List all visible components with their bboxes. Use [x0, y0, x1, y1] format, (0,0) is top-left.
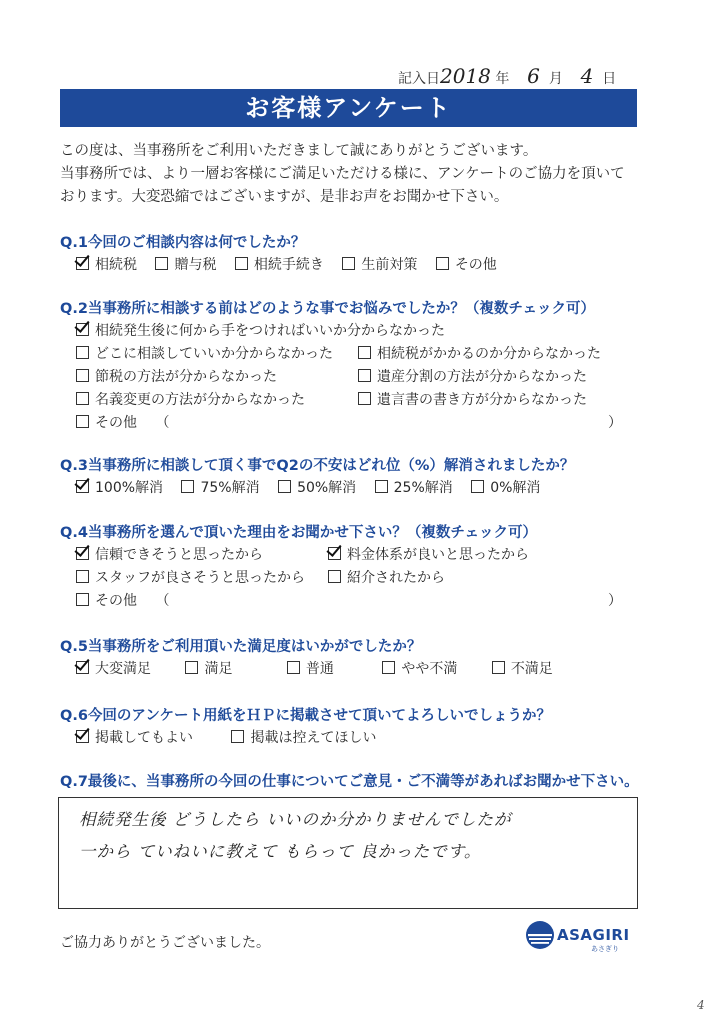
question-2-option-row	[60, 389, 660, 412]
question-1-title: Q.1今回のご相談内容は何でしたか？	[60, 235, 306, 251]
checkbox[interactable]	[231, 730, 244, 743]
checkbox[interactable]	[76, 593, 89, 606]
option-tax-saving[interactable]: 節税の方法が分からなかった	[76, 366, 277, 389]
option-referral[interactable]: 紹介されたから	[328, 567, 445, 590]
checkbox[interactable]	[76, 480, 89, 493]
question-1	[60, 232, 660, 277]
question-6	[60, 705, 660, 750]
question-7	[60, 771, 660, 793]
checkbox[interactable]	[382, 661, 395, 674]
handwritten-comment-line: 一から ていねいに教えて もらって 良かったです。	[79, 842, 482, 861]
checkbox[interactable]	[342, 257, 355, 270]
comment-box[interactable]	[58, 797, 638, 909]
option-inheritance-procedure[interactable]: 相続手続き	[235, 254, 324, 277]
checkbox[interactable]	[76, 392, 89, 405]
intro-line: この度は、当事務所をご利用いただきまして誠にありがとうございます。	[60, 143, 538, 159]
option-gift-tax[interactable]: 贈与税	[155, 254, 216, 277]
question-7-title: Q.7最後に、当事務所の今回の仕事についてご意見・ご不満等があればお聞かせ下さい。	[60, 774, 639, 790]
question-5-title: Q.5当事務所をご利用頂いた満足度はいかがでしたか？	[60, 639, 422, 655]
option-other[interactable]: その他	[76, 412, 137, 435]
option-where-to-consult[interactable]: どこに相談していいか分からなかった	[76, 343, 333, 366]
option-good-staff[interactable]: スタッフが良さそうと思ったから	[76, 567, 305, 590]
checkbox[interactable]	[76, 257, 89, 270]
date-month-unit: 月	[548, 71, 563, 87]
option-somewhat-dissatisfied[interactable]: やや不満	[382, 658, 457, 681]
page-number: 4	[697, 998, 705, 1012]
date-day-unit: 日	[602, 71, 617, 87]
question-4-option-row	[60, 567, 660, 590]
option-very-satisfied[interactable]: 大変満足	[76, 658, 151, 681]
option-tax-applicable[interactable]: 相続税がかかるのか分からなかった	[358, 343, 601, 366]
option-estate-division[interactable]: 遺産分割の方法が分からなかった	[358, 366, 587, 389]
option-50-percent[interactable]: 50%解消	[278, 477, 356, 500]
checkbox[interactable]	[375, 480, 388, 493]
date-prefix: 記入日	[398, 71, 440, 87]
option-neutral[interactable]: 普通	[287, 658, 334, 681]
checkbox[interactable]	[328, 570, 341, 583]
checkbox[interactable]	[76, 415, 89, 428]
checkbox[interactable]	[185, 661, 198, 674]
question-5	[60, 636, 660, 681]
option-satisfied[interactable]: 満足	[185, 658, 232, 681]
logo-name: ASAGIRI	[557, 926, 630, 944]
date-month-handwritten: 6	[527, 64, 540, 88]
thanks-text: ご協力ありがとうございました。	[60, 935, 270, 951]
checkbox[interactable]	[235, 257, 248, 270]
question-6-options	[60, 727, 660, 750]
option-good-pricing[interactable]: 料金体系が良いと思ったから	[328, 544, 529, 567]
option-trustworthy[interactable]: 信頼できそうと思ったから	[76, 544, 263, 567]
question-2-option-row	[60, 320, 660, 343]
checkbox[interactable]	[358, 369, 371, 382]
question-1-options	[60, 254, 660, 277]
checkbox[interactable]	[436, 257, 449, 270]
question-6-title: Q.6今回のアンケート用紙をＨＰに掲載させて頂いてよろしいでしょうか？	[60, 708, 552, 724]
asagiri-logo-icon	[525, 920, 555, 950]
option-name-change[interactable]: 名義変更の方法が分からなかった	[76, 389, 305, 412]
checkbox[interactable]	[155, 257, 168, 270]
checkbox[interactable]	[287, 661, 300, 674]
checkbox[interactable]	[76, 346, 89, 359]
question-2-option-row	[60, 343, 660, 366]
checkbox[interactable]	[76, 661, 89, 674]
option-0-percent[interactable]: 0%解消	[471, 477, 540, 500]
entry-date	[398, 64, 616, 88]
page-title: お客様アンケート	[60, 89, 637, 127]
checkbox[interactable]	[76, 570, 89, 583]
question-4-title: Q.4当事務所を選んで頂いた理由をお聞かせ下さい？（複数チェック可）	[60, 525, 537, 541]
question-3-title: Q.3当事務所に相談して頂く事でQ2の不安はどれ位（%）解消されましたか？	[60, 458, 575, 474]
question-3-options	[60, 477, 660, 500]
checkbox[interactable]	[492, 661, 505, 674]
checkbox[interactable]	[358, 346, 371, 359]
question-4	[60, 522, 660, 613]
question-2-option-row	[60, 366, 660, 389]
logo-subtext: あさぎり	[591, 945, 619, 953]
checkbox[interactable]	[76, 323, 89, 336]
option-estate-planning[interactable]: 生前対策	[342, 254, 417, 277]
intro-text	[60, 140, 640, 209]
handwritten-comment-line: 相続発生後 どうしたら いいのか分かりませんでしたが	[79, 810, 512, 829]
option-25-percent[interactable]: 25%解消	[375, 477, 453, 500]
option-75-percent[interactable]: 75%解消	[181, 477, 259, 500]
checkbox[interactable]	[181, 480, 194, 493]
option-other[interactable]: その他	[76, 590, 137, 613]
option-may-publish[interactable]: 掲載してもよい	[76, 727, 193, 750]
option-do-not-publish[interactable]: 掲載は控えてほしい	[231, 727, 376, 750]
option-what-to-do-first[interactable]: 相続発生後に何から手をつければいいか分からなかった	[76, 320, 445, 343]
other-paren-close: ）	[608, 415, 622, 431]
other-paren-close: ）	[608, 593, 622, 609]
option-dissatisfied[interactable]: 不満足	[492, 658, 553, 681]
checkbox[interactable]	[328, 547, 341, 560]
question-2	[60, 298, 660, 435]
question-4-option-row	[60, 544, 660, 567]
intro-line: おります。大変恐縮ではございますが、是非お声をお聞かせ下さい。	[60, 189, 509, 205]
other-paren-open: （	[155, 415, 170, 431]
intro-line: 当事務所では、より一層お客様にご満足いただける様に、アンケートのご協力を頂いて	[60, 166, 625, 182]
date-year-handwritten: 2018	[440, 64, 491, 88]
checkbox[interactable]	[471, 480, 484, 493]
checkbox[interactable]	[76, 369, 89, 382]
checkbox[interactable]	[76, 730, 89, 743]
checkbox[interactable]	[76, 547, 89, 560]
question-2-title: Q.2当事務所に相談する前はどのような事でお悩みでしたか？（複数チェック可）	[60, 301, 595, 317]
question-4-option-row	[60, 590, 660, 613]
date-day-handwritten: 4	[580, 64, 594, 88]
question-2-option-row	[60, 412, 660, 435]
option-100-percent[interactable]: 100%解消	[76, 477, 163, 500]
checkbox[interactable]	[278, 480, 291, 493]
other-paren-open: （	[155, 593, 170, 609]
option-other[interactable]: その他	[436, 254, 497, 277]
option-will-writing[interactable]: 遺言書の書き方が分からなかった	[358, 389, 587, 412]
option-inheritance-tax[interactable]: 相続税	[76, 254, 137, 277]
question-5-options	[60, 658, 660, 681]
checkbox[interactable]	[358, 392, 371, 405]
date-year-unit: 年	[495, 71, 510, 87]
question-3	[60, 455, 660, 500]
company-logo	[525, 918, 630, 962]
